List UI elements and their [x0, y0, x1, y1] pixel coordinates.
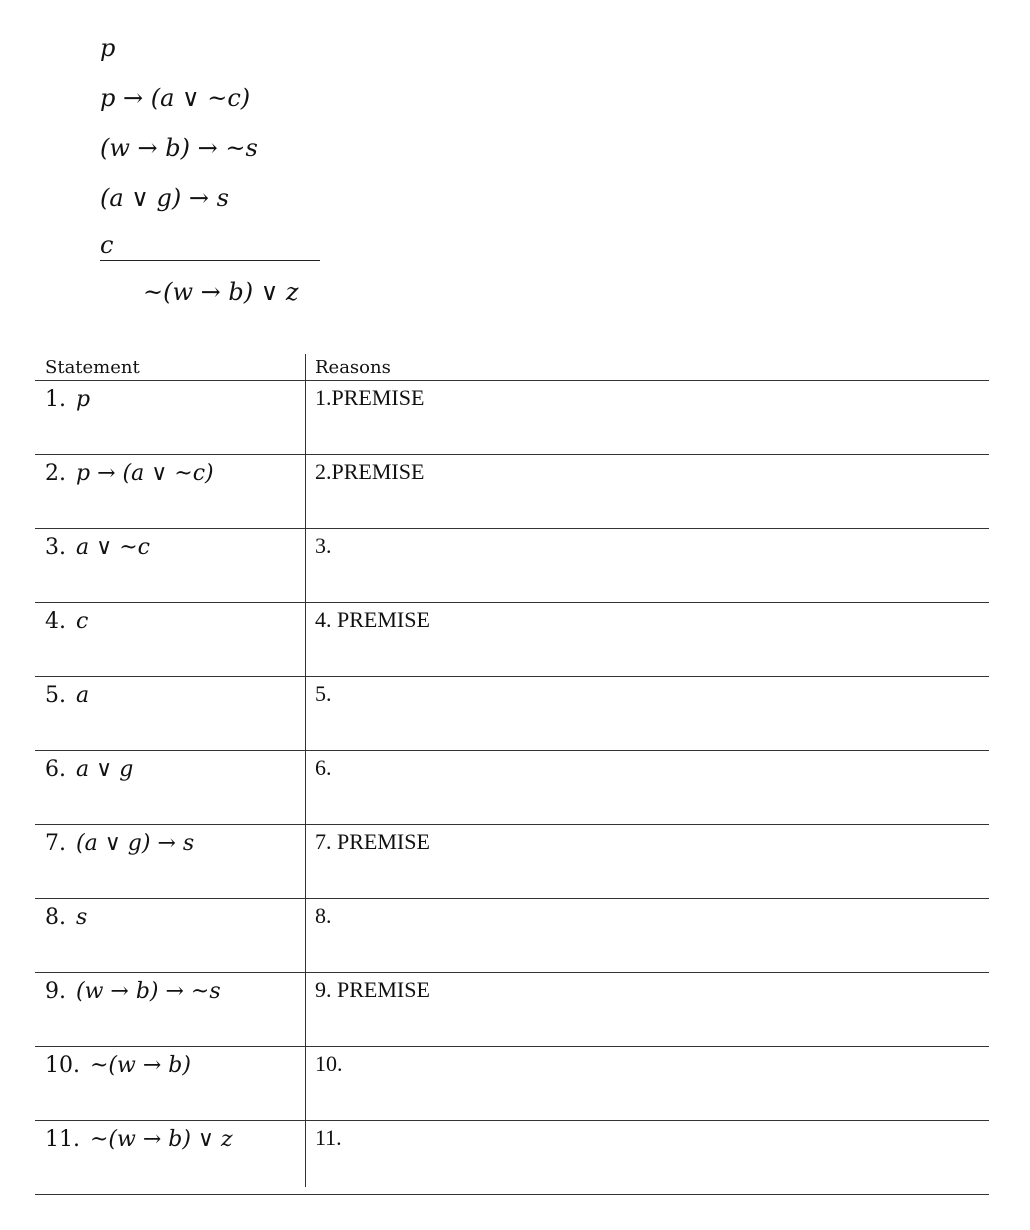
reason-cell[interactable]: 10. — [315, 1051, 343, 1076]
statement-cell — [45, 683, 89, 708]
reason-cell[interactable]: 4. PREMISE — [315, 607, 430, 632]
statement-cell — [45, 1053, 191, 1078]
step-number[interactable]: 11. — [45, 1127, 80, 1152]
statement-expression[interactable]: a ∨ g — [76, 757, 134, 782]
reason-cell[interactable]: 7. PREMISE — [315, 829, 430, 854]
step-number[interactable]: 10. — [45, 1053, 80, 1078]
reason-cell[interactable]: 5. — [315, 681, 332, 706]
table-body — [35, 381, 989, 1195]
statement-expression[interactable]: (w → b) → ~s — [76, 979, 221, 1004]
step-number[interactable]: 1. — [45, 387, 66, 412]
premise-3: (w → b) → ~s — [100, 134, 258, 162]
reason-cell[interactable]: 1.PREMISE — [315, 385, 425, 410]
statement-cell — [45, 757, 133, 782]
reason-cell[interactable]: 6. — [315, 755, 332, 780]
statement-expression[interactable]: s — [76, 905, 88, 930]
table-row — [35, 455, 989, 529]
step-number[interactable]: 2. — [45, 461, 66, 486]
step-number[interactable]: 6. — [45, 757, 66, 782]
statement-expression[interactable]: ~(w → b) ∨ z — [90, 1127, 233, 1152]
premise-4: (a ∨ g) → s — [100, 184, 229, 212]
statement-cell — [45, 461, 214, 486]
step-number[interactable]: 3. — [45, 535, 66, 560]
statement-expression[interactable]: a ∨ ~c — [76, 535, 150, 560]
step-number[interactable]: 7. — [45, 831, 66, 856]
premise-list — [100, 30, 320, 261]
premise-1: p — [100, 34, 116, 62]
statement-header: Statement — [45, 357, 140, 378]
conclusion: ~(w → b) ∨ z — [143, 278, 299, 306]
table-row — [35, 899, 989, 973]
step-number[interactable]: 5. — [45, 683, 66, 708]
statement-expression[interactable]: c — [76, 609, 89, 634]
statement-cell — [45, 979, 221, 1004]
table-row — [35, 529, 989, 603]
statement-cell — [45, 831, 194, 856]
table-row — [35, 381, 989, 455]
table-header — [35, 354, 989, 381]
table-row — [35, 751, 989, 825]
step-number[interactable]: 8. — [45, 905, 66, 930]
statement-cell — [45, 1127, 233, 1152]
table-row — [35, 603, 989, 677]
premise-2: p → (a ∨ ~c) — [100, 84, 251, 112]
proof-table — [35, 354, 989, 1195]
statement-expression[interactable]: ~(w → b) — [90, 1053, 191, 1078]
reason-cell[interactable]: 2.PREMISE — [315, 459, 425, 484]
reason-cell[interactable]: 11. — [315, 1125, 342, 1150]
reason-cell[interactable]: 9. PREMISE — [315, 977, 430, 1002]
reason-cell[interactable]: 8. — [315, 903, 332, 928]
table-row — [35, 973, 989, 1047]
statement-expression[interactable]: p — [76, 387, 91, 412]
step-number[interactable]: 4. — [45, 609, 66, 634]
table-row — [35, 1121, 989, 1195]
statement-cell — [45, 609, 88, 634]
step-number[interactable]: 9. — [45, 979, 66, 1004]
statement-expression[interactable]: p → (a ∨ ~c) — [76, 461, 214, 486]
reasons-header: Reasons — [315, 357, 391, 378]
table-row — [35, 825, 989, 899]
table-row — [35, 677, 989, 751]
premise-5: c — [100, 230, 320, 261]
statement-expression[interactable]: (a ∨ g) → s — [76, 831, 195, 856]
statement-cell — [45, 387, 90, 412]
table-row — [35, 1047, 989, 1121]
statement-cell — [45, 905, 87, 930]
statement-cell — [45, 535, 150, 560]
statement-expression[interactable]: a — [76, 683, 90, 708]
reason-cell[interactable]: 3. — [315, 533, 332, 558]
